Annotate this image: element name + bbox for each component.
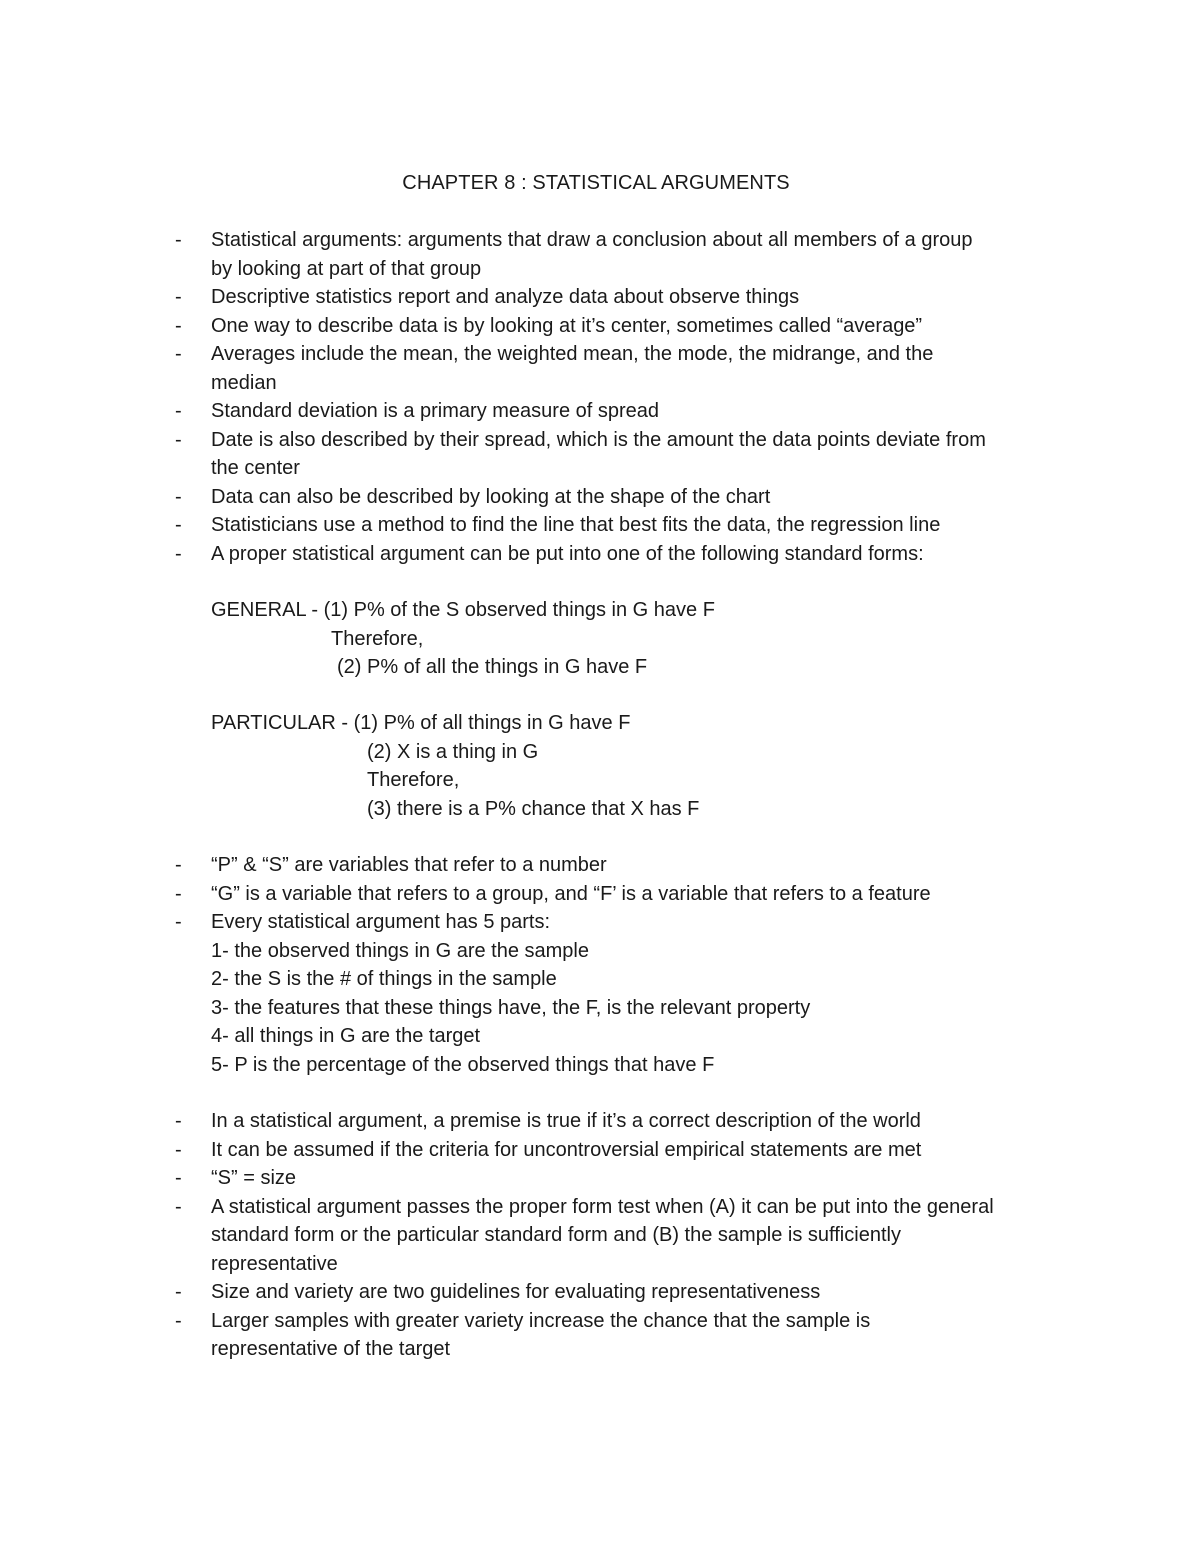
list-item-text: Data can also be described by looking at the shape of the chart [211,485,771,508]
list-item [0,540,1200,569]
bullet-dash: - [175,1281,182,1303]
list-item-text: Standard deviation is a primary measure of spread [211,400,660,422]
particular-standard-form [0,709,1200,823]
list-item [0,880,1200,909]
list-item [0,1136,1200,1165]
list-item-text: Larger samples with greater variety increase the chance that the sample is [211,1309,871,1332]
bullet-dash: - [175,428,182,451]
part-item: 3- the features that these things have, the F, is the relevant property [211,996,811,1019]
list-item [0,1107,1200,1136]
list-item-text: A proper statistical argument can be put into one of the following standard forms: [211,542,924,565]
bullet-list-intro [0,226,1200,568]
list-item-text: One way to describe data is by looking at it’s center, sometimes called “average” [211,314,923,337]
list-item [0,397,1200,426]
parts-list [0,937,1200,1080]
bullet-dash: - [175,485,182,508]
part-item: 5- P is the percentage of the observed things that have F [211,1053,715,1076]
bullet-list-variables [0,851,1200,1079]
part-item: 1- the observed things in G are the sample [211,939,589,962]
bullet-dash: - [175,400,182,422]
bullet-list-evaluation [0,1107,1200,1364]
list-item [0,312,1200,341]
list-item [0,511,1200,540]
list-item-text: “P” & “S” are variables that refer to a number [211,854,607,876]
bullet-dash: - [175,1167,182,1189]
list-item [0,283,1200,312]
general-standard-form [0,596,1200,682]
general-premise: GENERAL - (1) P% of the S observed things in G have F [211,599,715,621]
list-item-text: “G” is a variable that refers to a group, and “F’ is a variable that refers to a feature [211,882,931,905]
list-item-text: Size and variety are two guidelines for evaluating representativeness [211,1281,821,1303]
bullet-dash: - [175,286,182,308]
part-item: 4- all things in G are the target [211,1025,481,1047]
general-therefore: Therefore, [331,627,424,650]
list-item-text: Descriptive statistics report and analyze data about observe things [211,286,800,308]
bullet-dash: - [175,882,182,905]
bullet-dash: - [175,229,182,251]
list-item-text: Every statistical argument has 5 parts: [211,911,551,933]
bullet-dash: - [175,542,182,565]
list-item-text: median [211,371,277,394]
list-item [0,1307,1200,1364]
particular-conclusion: (3) there is a P% chance that X has F [367,797,700,820]
particular-therefore: Therefore, [367,769,460,791]
list-item [0,1193,1200,1279]
particular-premise-2: (2) X is a thing in G [367,740,539,763]
list-item [0,1278,1200,1307]
list-item [0,1164,1200,1193]
chapter-title: CHAPTER 8 : STATISTICAL ARGUMENTS [402,172,790,194]
bullet-dash: - [175,1138,182,1161]
bullet-dash: - [175,514,182,536]
general-conclusion: (2) P% of all the things in G have F [337,656,648,678]
list-item [0,851,1200,880]
list-item-text: Date is also described by their spread, which is the amount the data points deviate from [211,428,986,451]
list-item-text: A statistical argument passes the proper form test when (A) it can be put into the general [211,1195,994,1218]
bullet-dash: - [175,1309,182,1332]
list-item-text: standard form or the particular standard form and (B) the sample is sufficiently [211,1224,901,1246]
list-item [0,226,1200,283]
particular-premise-1: PARTICULAR - (1) P% of all things in G have F [211,712,631,734]
part-item: 2- the S is the # of things in the sample [211,968,557,990]
bullet-dash: - [175,854,182,876]
list-item-text: representative [211,1252,338,1275]
list-item-text: It can be assumed if the criteria for uncontroversial empirical statements are met [211,1138,922,1161]
list-item-text: Statisticians use a method to find the line that best fits the data, the regression line [211,514,941,536]
bullet-dash: - [175,1110,182,1132]
bullet-dash: - [175,314,182,337]
bullet-dash: - [175,1195,182,1218]
list-item-text: by looking at part of that group [211,257,482,280]
list-item-text: representative of the target [211,1338,451,1360]
list-item [0,426,1200,483]
list-item-text: Statistical arguments: arguments that draw a conclusion about all members of a group [211,229,973,251]
list-item [0,908,1200,937]
bullet-dash: - [175,343,182,365]
list-item-text: “S” = size [211,1167,297,1189]
list-item-text: the center [211,457,300,479]
list-item-text: In a statistical argument, a premise is true if it’s a correct description of the world [211,1110,921,1132]
list-item [0,483,1200,512]
list-item [0,340,1200,397]
bullet-dash: - [175,911,182,933]
list-item-text: Averages include the mean, the weighted mean, the mode, the midrange, and the [211,343,934,365]
